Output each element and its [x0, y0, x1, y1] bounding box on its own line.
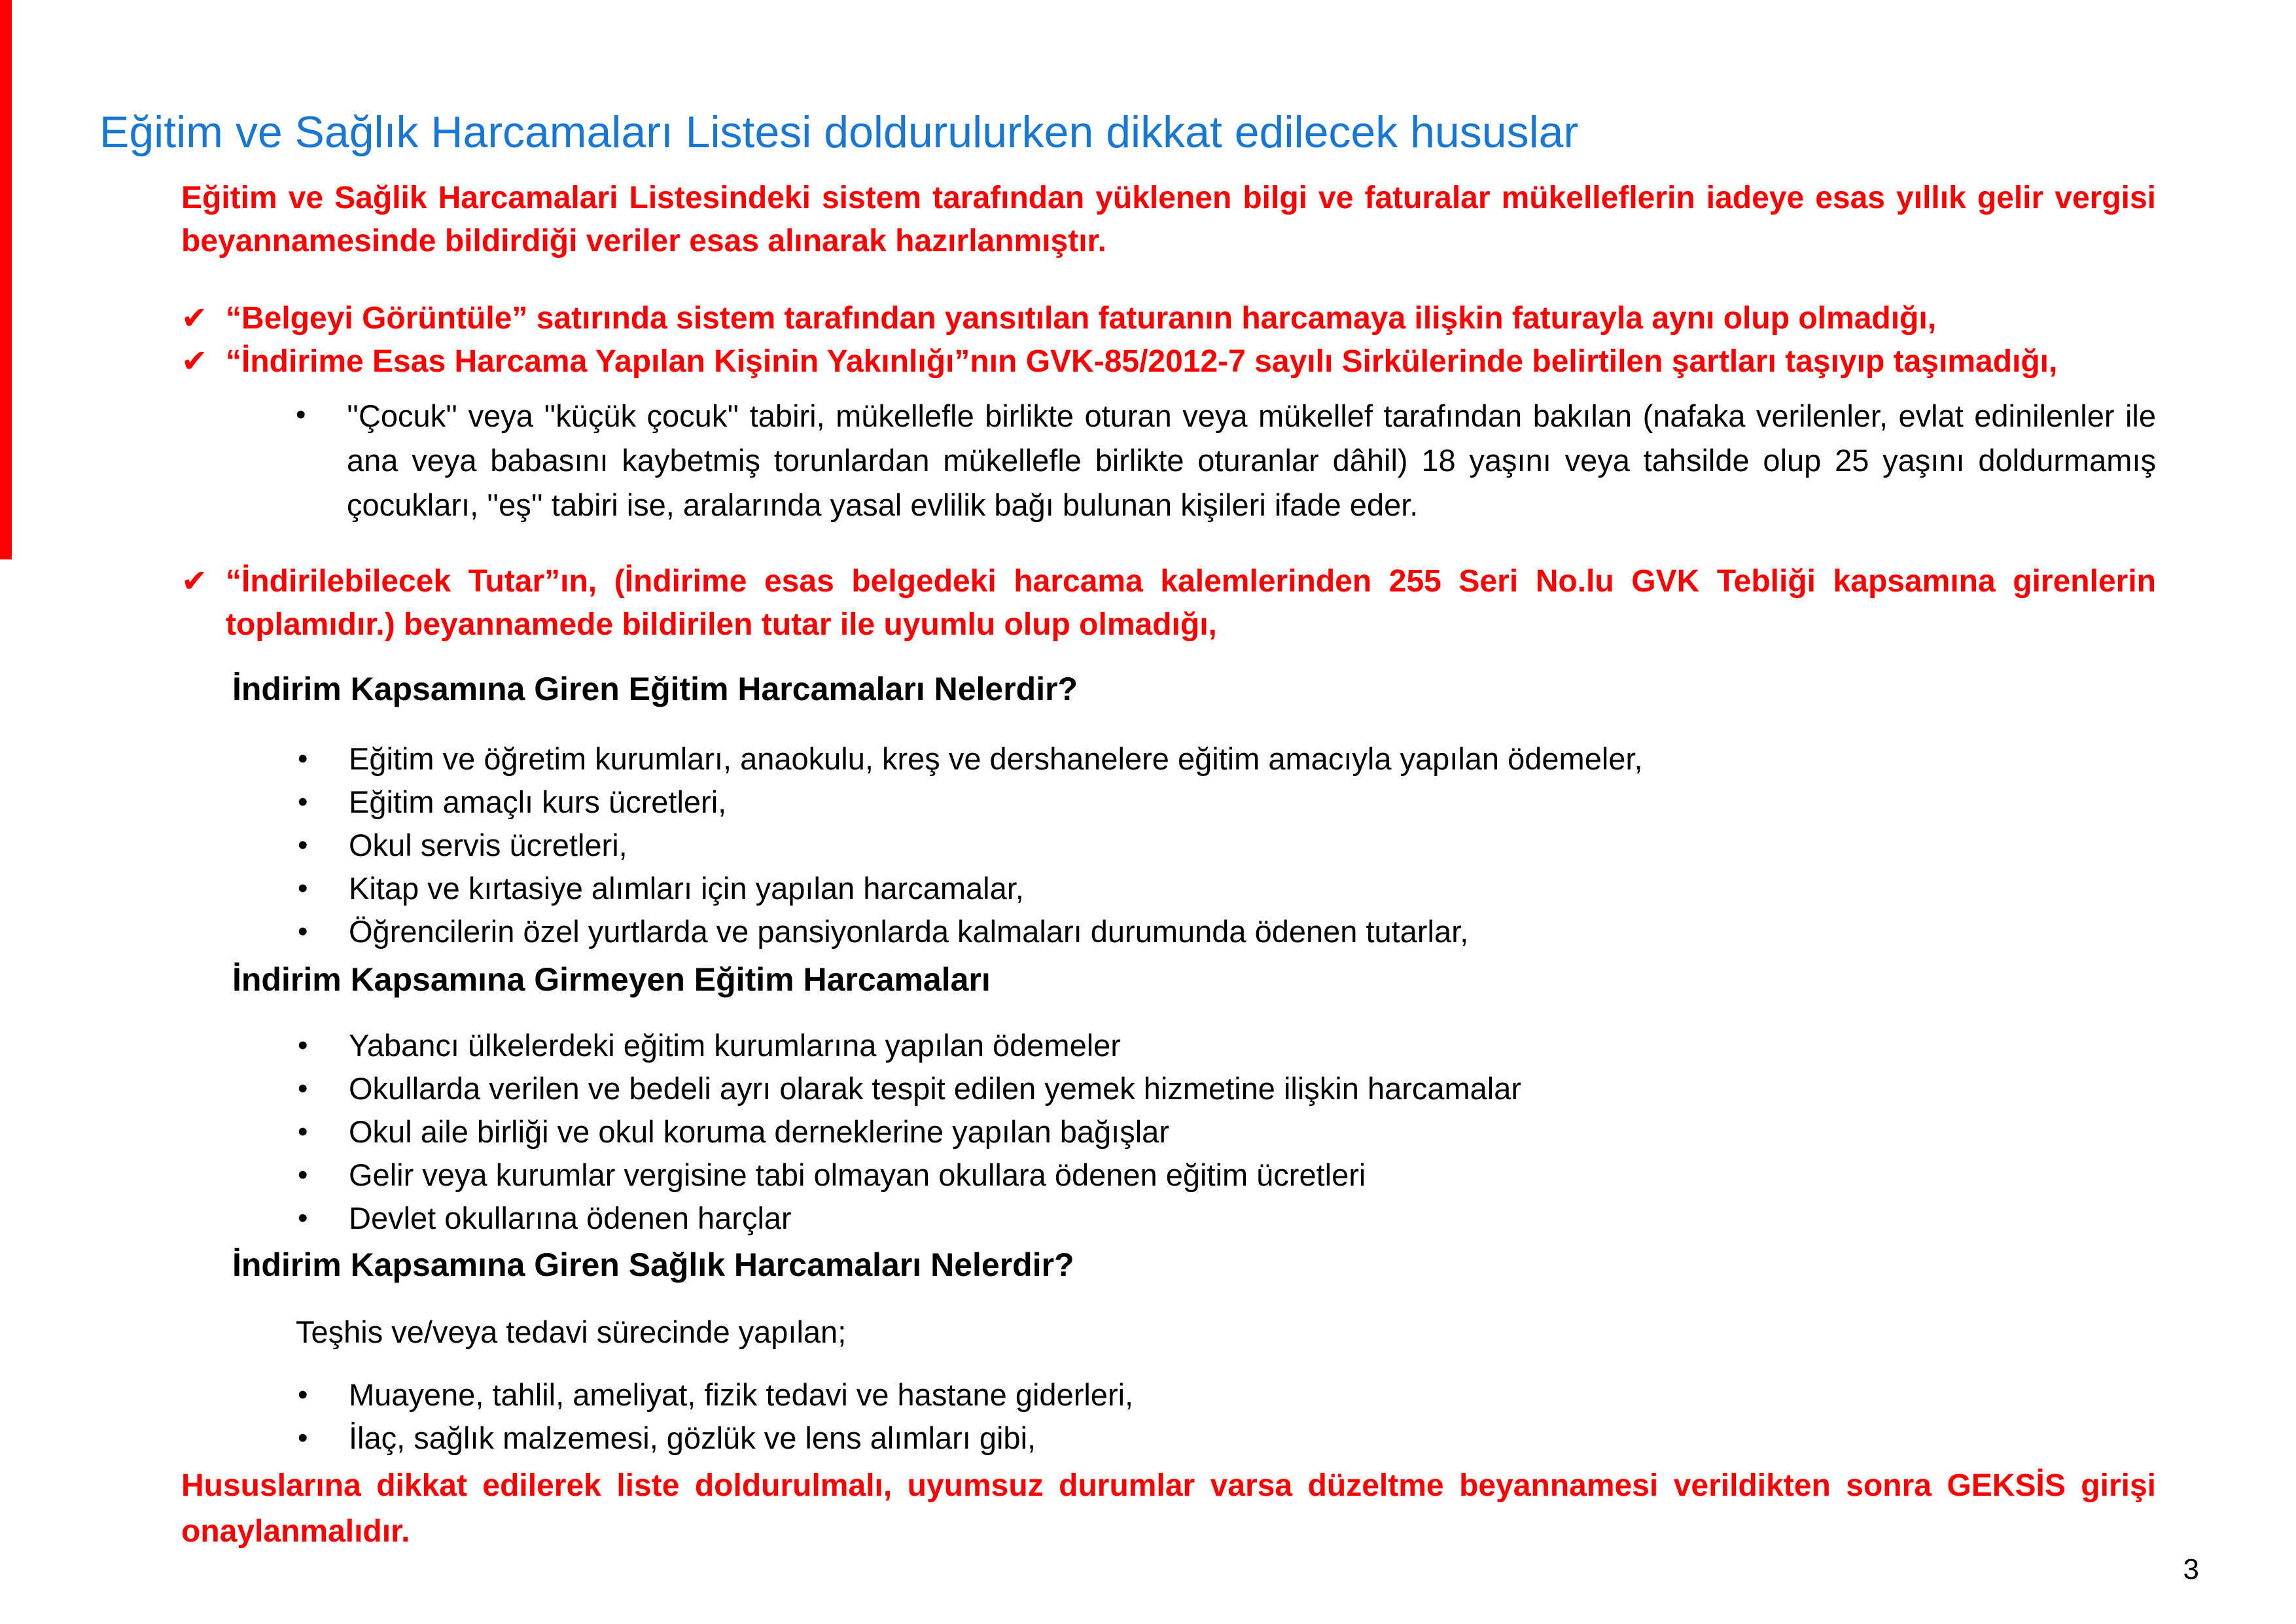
check-list	[181, 297, 2156, 383]
footer-note: Hususlarına dikkat edilerek liste doldurulmalı, uyumsuz durumlar varsa düzeltme beyannamesi verildikten sonra GEKSİS girişi onaylanmalıdır.	[181, 1468, 2156, 1549]
bullet-text: Okullarda verilen ve bedeli ayrı olarak tespit edilen yemek hizmetine ilişkin harcamalar	[349, 1071, 1522, 1106]
bullet-text: İlaç, sağlık malzemesi, gözlük ve lens alımları gibi,	[349, 1421, 1036, 1455]
check-icon: ✔	[181, 301, 208, 336]
bullet-dot-icon: •	[298, 1029, 308, 1061]
bullet-item	[298, 1377, 2156, 1413]
bullet-item	[298, 870, 2156, 907]
bullet-dot-icon: •	[298, 786, 308, 818]
check-icon: ✔	[181, 344, 208, 379]
intro-paragraph: Eğitim ve Sağlik Harcamalari Listesindeki sistem tarafından yüklenen bilgi ve faturalar mükelleflerin iadeye esas yıllık gelir vergisi beyannamesinde bildirdiği veriler esas alınarak hazırlanmıştır.	[181, 181, 2156, 258]
check-icon: ✔	[181, 564, 208, 599]
bullet-dot-icon: •	[298, 1116, 308, 1148]
bullet-dot-icon: •	[298, 743, 308, 775]
bullet-text: Gelir veya kurumlar vergisine tabi olmayan okullara ödenen eğitim ücretleri	[349, 1157, 1366, 1192]
section-saglik-giren	[0, 1246, 2296, 1456]
section-egitim-girmeyen	[0, 961, 2296, 1237]
bullet-list	[298, 1027, 2156, 1237]
bullet-dot-icon: •	[298, 829, 308, 861]
bullet-item	[298, 1114, 2156, 1150]
child-definition-text: ''Çocuk'' veya ''küçük çocuk'' tabiri, mükellefle birlikte oturan veya mükellef tarafından bakılan (nafaka verilenler, evlat edinilenler ile ana veya babasını kaybetmiş torunlardan mükellefle birlikte oturanlar dâhil) 18 yaşını veya tahsilde olup 25 yaşını doldurmamış çocukları, ''eş'' tabiri ise, aralarında yasal evlilik bağı bulunan kişileri ifade eder.	[347, 398, 2156, 522]
bullet-dot-icon: •	[298, 915, 308, 947]
bullet-text: Devlet okullarına ödenen harçlar	[349, 1201, 792, 1235]
bullet-item	[298, 1420, 2156, 1456]
bullet-dot-icon: •	[298, 1159, 308, 1191]
bullet-text: Eğitim amaçlı kurs ücretleri,	[349, 785, 727, 819]
section-heading: İndirim Kapsamına Giren Eğitim Harcamaları Nelerdir?	[232, 671, 1078, 707]
bullet-text: Okul servis ücretleri,	[349, 828, 627, 862]
bullet-text: Okul aile birliği ve okul koruma derneklerine yapılan bağışlar	[349, 1114, 1169, 1149]
bullet-list	[298, 741, 2156, 950]
bullet-item	[298, 913, 2156, 950]
bullet-text: Muayene, tahlil, ameliyat, fizik tedavi ve hastane giderleri,	[349, 1377, 1134, 1412]
bullet-item	[298, 1027, 2156, 1064]
page-number: 3	[2183, 1553, 2199, 1585]
check-text: “İndirilebilecek Tutar”ın, (İndirime esas belgedeki harcama kalemlerinden 255 Seri No.lu GVK Tebliği kapsamına girenlerin toplamıdır.) beyannamede bildirilen tutar ile uyumlu olup olmadığı,	[226, 564, 2156, 642]
child-definition-note	[296, 394, 2156, 527]
section-egitim-giren	[0, 670, 2296, 950]
bullet-list	[298, 1377, 2156, 1456]
check-list-tutar	[181, 560, 2156, 646]
section-heading: İndirim Kapsamına Giren Sağlık Harcamaları Nelerdir?	[232, 1246, 1074, 1283]
bullet-item	[298, 784, 2156, 821]
bullet-text: Eğitim ve öğretim kurumları, anaokulu, kreş ve dershanelere eğitim amacıyla yapılan ödemeler,	[349, 741, 1643, 776]
section-heading: İndirim Kapsamına Girmeyen Eğitim Harcamaları	[232, 961, 991, 998]
bullet-dot-icon: •	[298, 1379, 308, 1411]
bullet-dot-icon: •	[298, 1072, 308, 1104]
lead-paragraph: Teşhis ve/veya tedavi sürecinde yapılan;	[296, 1315, 847, 1349]
bullet-item	[298, 827, 2156, 864]
check-row-indirime	[181, 340, 2156, 383]
bullet-text: Öğrencilerin özel yurtlarda ve pansiyonlarda kalmaları durumunda ödenen tutarlar,	[349, 914, 1469, 949]
bullet-item	[298, 741, 2156, 777]
bullet-text: Yabancı ülkelerdeki eğitim kurumlarına yapılan ödemeler	[349, 1028, 1121, 1063]
bullet-dot-icon: •	[298, 1422, 308, 1454]
page-title: Eğitim ve Sağlık Harcamaları Listesi doldurulurken dikkat edilecek hususlar	[99, 107, 1579, 157]
bullet-text: Kitap ve kırtasiye alımları için yapılan harcamalar,	[349, 871, 1024, 906]
bullet-dot-icon: •	[296, 398, 306, 431]
check-row-belgeyi	[181, 297, 2156, 340]
bullet-dot-icon: •	[298, 1202, 308, 1234]
check-text: “İndirime Esas Harcama Yapılan Kişinin Yakınlığı”nın GVK-85/2012-7 sayılı Sirkülerinde belirtilen şartları taşıyıp taşımadığı,	[226, 344, 2058, 379]
bullet-item	[298, 1157, 2156, 1193]
bullet-item	[298, 1070, 2156, 1107]
check-text: “Belgeyi Görüntüle” satırında sistem tarafından yansıtılan faturanın harcamaya ilişkin faturayla aynı olup olmadığı,	[226, 301, 1937, 336]
check-row-tutar	[181, 560, 2156, 646]
bullet-dot-icon: •	[298, 872, 308, 904]
left-red-bar	[0, 0, 12, 559]
bullet-item	[298, 1200, 2156, 1237]
